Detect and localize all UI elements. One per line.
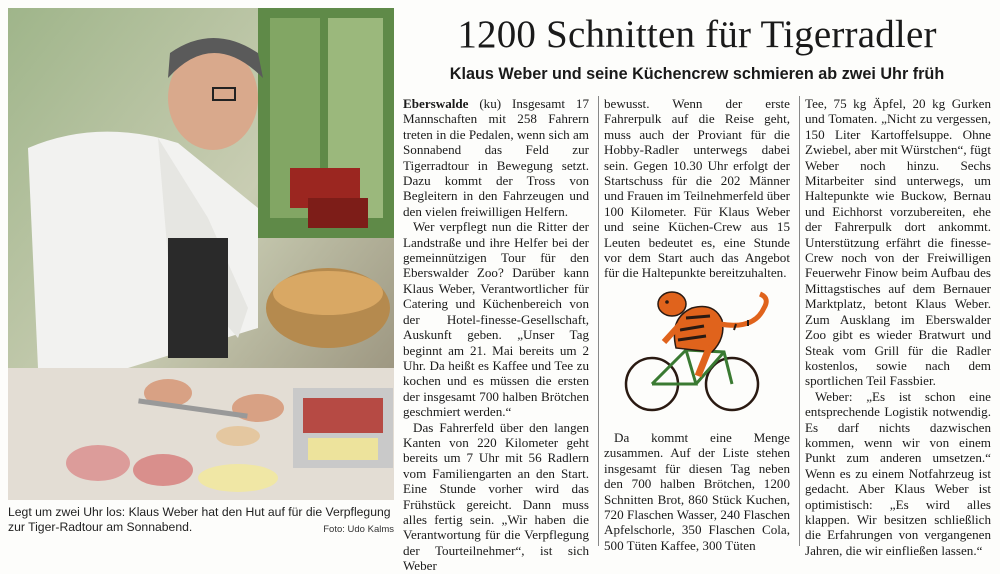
photo-credit: Foto: Udo Kalms bbox=[323, 524, 394, 535]
paragraph: Das Fahrerfeld über den langen Kanten von 220 Kilometer geht bereits um 7 Uhr mit 56 Radlern vom Familiengarten an den Start. Eine Stunde vorher wird das Frühstück gereicht. Dann muss alles fertig sein. „Wir haben die Verantwortung für die Verpflegung der Tourteilnehmer“, ist sich Weber bbox=[403, 419, 589, 574]
column-rule bbox=[598, 96, 599, 546]
article-column-1 bbox=[403, 96, 589, 574]
article-photo bbox=[8, 8, 394, 500]
article-column-2 bbox=[604, 96, 790, 553]
paragraph: Da kommt eine Menge zusammen. Auf der Liste stehen insgesamt für diesen Tag neben den 700 halben Brötchen, 1200 Schnitten Brot, 860 Stück Kuchen, 720 Flaschen Wasser, 240 Flaschen Apfelschorle, 350 Flaschen Cola, 500 Tüten Kaffee, 300 Tüten bbox=[604, 430, 790, 553]
column-rule bbox=[799, 96, 800, 546]
paragraph: Tee, 75 kg Äpfel, 20 kg Gurken und Tomaten. „Nicht zu vergessen, 150 Liter Kartoffelsuppe. Ohne Zwiebel, aber mit Würstchen“, fügt Weber noch hinzu. Sechs Mitarbeiter sind unterwegs, um Haltepunkte wie Buckow, Bernau und Eichhorst vorzubereiten, ehe der Fahrerpulk dort ankommt. Unterstützung erfährt die finesse-Crew noch von der Freiwilligen Feuerwehr Finow beim Aufbau des Mittagstisches auf dem Bernauer Marktplatz, betont Klaus Weber. Zum Ausklang im Eberswalder Zoo gibt es wieder Bratwurt und Steak vom Grill für die Radler kostenlos, sowie nach dem sportlichen Teil Fassbier. bbox=[805, 96, 991, 389]
article-column-3 bbox=[805, 96, 991, 558]
dateline: Eberswalde bbox=[403, 96, 469, 111]
caption-text: Legt um zwei Uhr los: Klaus Weber hat den Hut auf für die Verpflegung zur Tiger-Radtour am Sonnabend. bbox=[8, 505, 391, 534]
photo-caption bbox=[8, 505, 394, 537]
paragraph: Wer verpflegt nun die Ritter der Landstraße und ihre Helfer bei der gemeinnützigen Tour für den Eberswalder Zoo? Darüber kann Klaus Weber, Verantwortlicher für Catering und Küchenbereich von der Hotel-finesse-Gesellschaft, Auskunft geben. „Unser Tag beginnt am 21. Mai bereits um 2 Uhr. Da heißt es Kaffee und Tee zu kochen und es müssen die ersten der insgesamt 700 halben Brötchen geschmiert werden.“ bbox=[403, 219, 589, 420]
subheadline: Klaus Weber und seine Küchencrew schmieren ab zwei Uhr früh bbox=[449, 65, 945, 83]
paragraph: (ku) Insgesamt 17 Mannschaften mit 258 Fahrern treten in die Pedalen, wenn sich am Sonnabend das Feld zur Tigerradtour in Bewegung setzt. Dazu kommt der Tross von Begleitern in den Fahrzeugen und den vielen freiwilligen Helfern. bbox=[403, 96, 589, 219]
paragraph: Weber: „Es ist schon eine entsprechende Logistik notwendig. Es darf nichts dazwischen kommen, wenn wir von einem Punkt zum anderen umsetzen.“ Wenn es zu einem Notfahrzeug ist gedacht. Aber Klaus Weber ist optimistisch: „Es wird alles klappen. Wir besitzen schließlich die Erfahrungen von vergangenen Jahren, die wir einfließen lassen.“ bbox=[805, 388, 991, 558]
paragraph: bewusst. Wenn der erste Fahrerpulk auf die Reise geht, muss auch der Proviant für die Hobby-Radler unterwegs dabei sein. Gegen 10.30 Uhr erfolgt der Startschuss für die 202 Männer und Frauen im Teilnehmerfeld über 100 Kilometer. Für Klaus Weber und seine Küchen-Crew aus 15 Leuten bedeutet es, eine Stunde vor dem Start auch das Angebot für die Haltepunkte bereitzuhalten. bbox=[604, 96, 790, 281]
tiger-cyclist-illustration bbox=[614, 280, 780, 420]
headline: 1200 Schnitten für Tigerradler bbox=[457, 13, 937, 56]
